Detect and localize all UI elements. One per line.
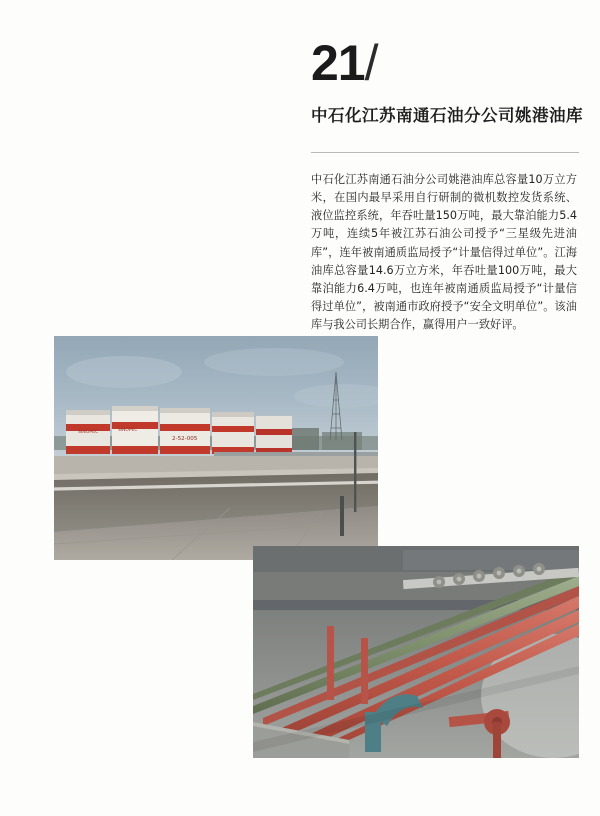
svg-text:SINOPEC: SINOPEC [118,428,138,433]
oil-tank-farm-illustration [54,336,378,560]
header-divider [311,152,579,153]
section-number [311,35,579,91]
svg-text:SINOPEC: SINOPEC [78,430,99,435]
page-title: 中石化江苏南通石油分公司姚港油库 [311,106,583,125]
section-number-slash: / [364,35,378,91]
pipeline-manifold-photo [253,546,579,758]
pipeline-manifold-illustration [253,546,579,758]
section-number-value: 21 [311,35,365,91]
page-header [311,35,583,126]
body-paragraph: 中石化江苏南通石油分公司姚港油库总容量10万立方米，在国内最早采用自行研制的微机数控发货系统、液位监控系统，年吞吐量150万吨，最大靠泊能力5.4万吨，连续5年被江苏石油公司授予“三星级先进油库”，连年被南通质监局授予“计量信得过单位”。江海油库总容量14.6万立方米，年吞吐量100万吨，最大靠泊能力6.4万吨，也连年被南通质监局授予“计量信得过单位”，被南通市政府授予“安全文明单位”。该油库与我公司长期合作，赢得用户一致好评。 [311,173,577,332]
svg-text:2-52-005: 2-52-005 [172,436,198,442]
oil-tank-farm-photo [54,336,378,560]
